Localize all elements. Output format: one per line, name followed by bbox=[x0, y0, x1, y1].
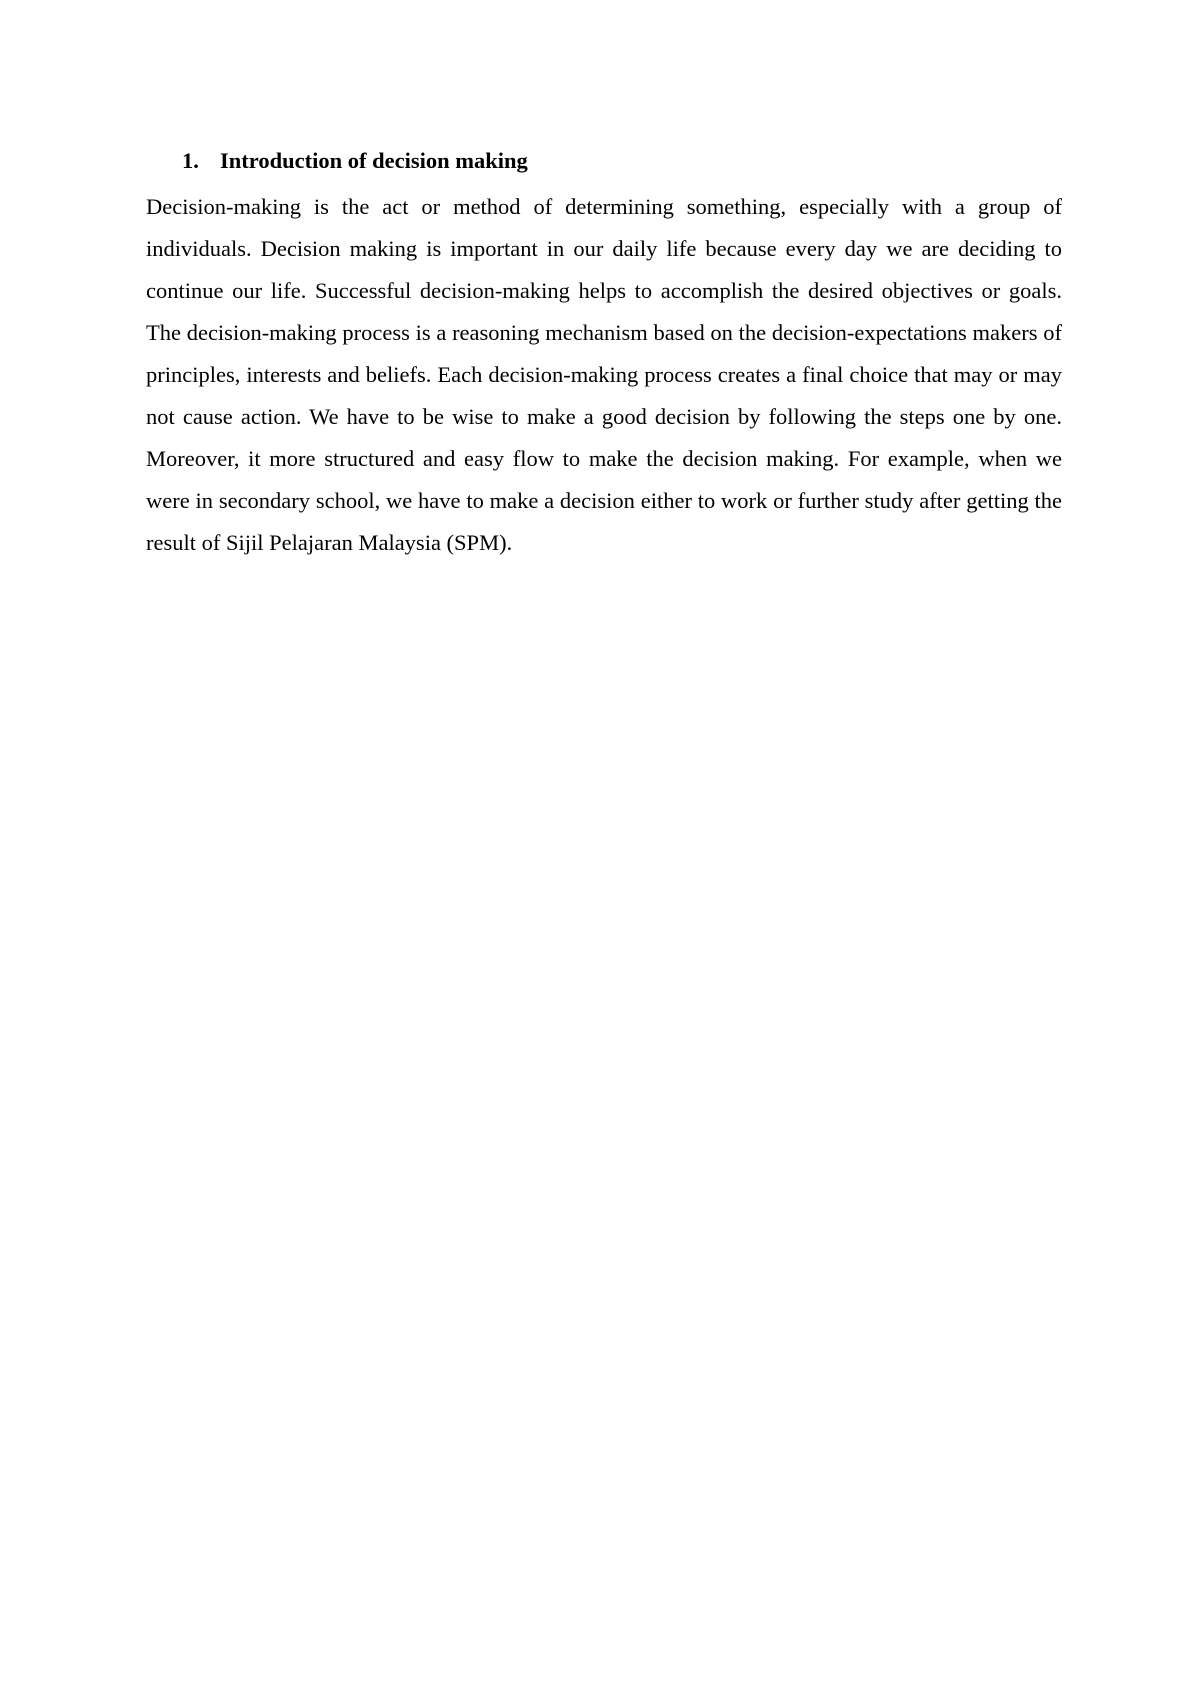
section-heading bbox=[146, 145, 1062, 177]
section-title: Introduction of decision making bbox=[220, 148, 528, 173]
section-number: 1. bbox=[182, 148, 199, 173]
body-paragraph: Decision-making is the act or method of determining something, especially with a group of individuals. Decision making is important in our daily life because every day we are deciding to continue our life. Successful decision-making helps to accomplish the desired objectives or goals. The decision-making process is a reasoning mechanism based on the decision-expectations makers of principles, interests and beliefs. Each decision-making process creates a final choice that may or may not cause action. We have to be wise to make a good decision by following the steps one by one. Moreover, it more structured and easy flow to make the decision making. For example, when we were in secondary school, we have to make a decision either to work or further study after getting the result of Sijil Pelajaran Malaysia (SPM). bbox=[146, 194, 1062, 555]
section-introduction bbox=[146, 145, 1062, 564]
